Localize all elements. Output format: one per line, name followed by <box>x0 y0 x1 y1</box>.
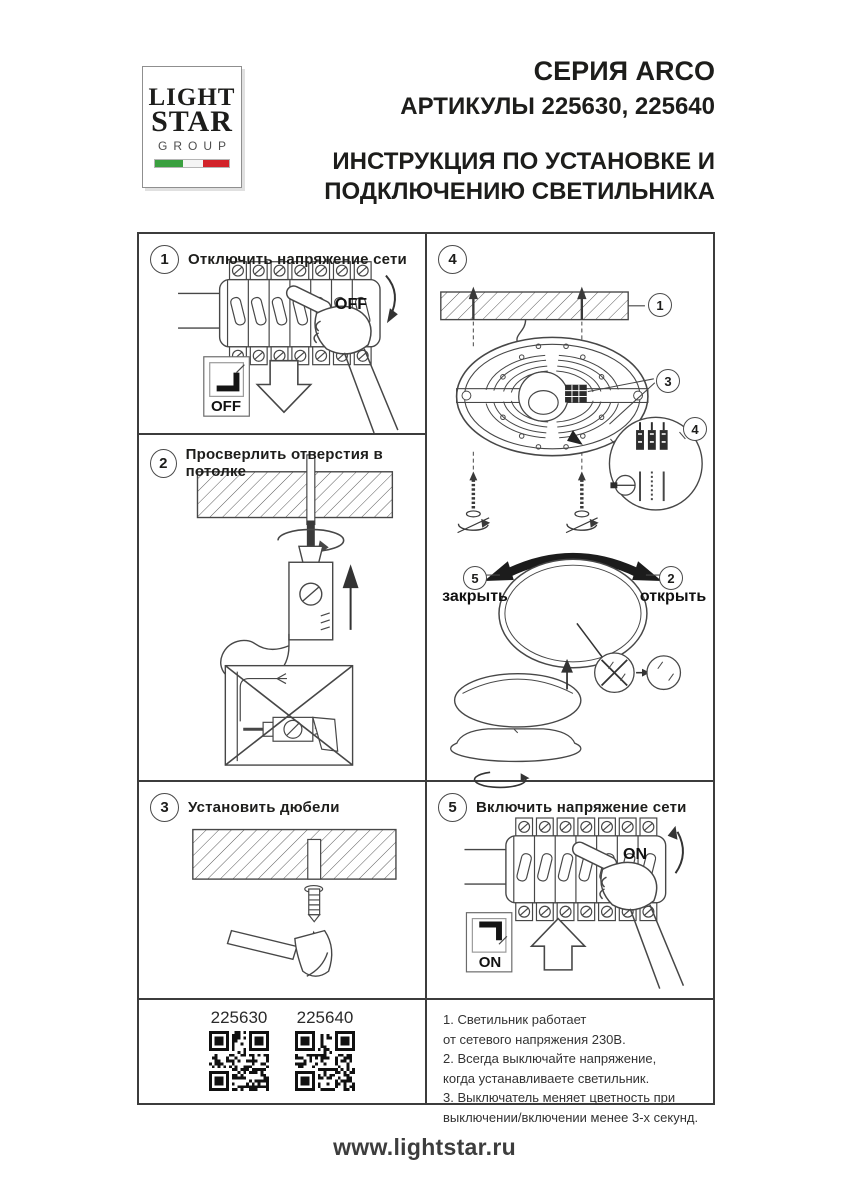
step-5-title: Включить напряжение сети <box>476 799 687 816</box>
callout-close: 5 <box>463 566 487 590</box>
open-label: открыть <box>639 588 707 605</box>
note-line: 1. Светильник работает <box>443 1012 587 1027</box>
left-column <box>139 234 427 1103</box>
step-5-panel <box>427 782 713 1000</box>
article-225640: 225640 <box>296 1008 354 1027</box>
curved-arrow-up <box>668 826 683 873</box>
step-5-header <box>438 793 687 822</box>
note-line: от сетевого напряжения 230В. <box>443 1031 626 1047</box>
note-line: 2. Всегда выключайте напряжение, <box>443 1051 657 1066</box>
up-arrow <box>343 564 359 630</box>
qr-code <box>209 1031 269 1091</box>
italian-flag-bar <box>155 160 229 167</box>
logo-text-group: GROUP <box>157 139 232 154</box>
hammer-icon <box>228 931 332 977</box>
steps-grid <box>137 232 715 1125</box>
step-5-number: 5 <box>438 793 467 822</box>
no-drill-warning <box>225 666 352 765</box>
switch-on-label: ON <box>478 954 502 971</box>
logo-text-light: LIGHT <box>148 83 236 111</box>
step-3-number: 3 <box>150 793 179 822</box>
mounting-illustration <box>427 234 713 780</box>
up-arrow <box>532 919 585 970</box>
step-3-header <box>150 793 340 822</box>
step-2-header <box>150 446 425 480</box>
step-2-number: 2 <box>150 449 177 478</box>
breaker-off-label: OFF <box>335 296 367 313</box>
callout-ceiling: 1 <box>648 293 672 317</box>
drill-icon <box>221 546 333 683</box>
lightstar-logo <box>142 66 242 188</box>
diffuser-top <box>499 559 647 667</box>
step-1-number: 1 <box>150 245 179 274</box>
series-title: СЕРИЯ ARCO <box>533 56 715 86</box>
flag-white <box>183 160 203 167</box>
curved-arrow-down <box>386 276 398 324</box>
step-1-title: Отключить напряжение сети <box>188 251 407 268</box>
step-4-number: 4 <box>438 245 467 274</box>
instruction-title-line1: ИНСТРУКЦИЯ ПО УСТАНОВКЕ И <box>332 148 715 175</box>
step-2-panel <box>139 435 425 782</box>
terminal-block <box>565 385 587 403</box>
step-2-title: Просверлить отверстия в потолке <box>185 446 383 480</box>
ceiling-hatch <box>193 830 396 880</box>
note-line: 3. Выключатель меняет цветность при <box>443 1090 676 1105</box>
article-numbers: АРТИКУЛЫ 225630, 225640 <box>400 93 715 120</box>
step-3-title: Установить дюбели <box>188 799 340 816</box>
note-line: когда устанавливаете светильник. <box>443 1070 650 1086</box>
step-4-header <box>438 245 467 274</box>
step-1-header <box>150 245 407 274</box>
switch-off-label: OFF <box>211 398 241 415</box>
ceiling-hatch <box>441 292 628 320</box>
qr-item-225640 <box>295 1008 355 1103</box>
breaker-on-label: ON <box>623 846 647 863</box>
step-3-panel <box>139 782 425 1000</box>
qr-item-225630 <box>209 1008 269 1103</box>
lamp-side-view <box>451 729 581 788</box>
step-4-panel <box>427 234 713 782</box>
down-arrow <box>257 361 310 412</box>
mounting-screws <box>458 471 599 532</box>
instruction-title-line2: ПОДКЛЮЧЕНИЮ СВЕТИЛЬНИКА <box>324 178 715 205</box>
right-column <box>427 234 713 1125</box>
callout-connectors: 4 <box>683 417 707 441</box>
article-225630: 225630 <box>210 1008 268 1027</box>
website-url: www.lightstar.ru <box>333 1134 516 1160</box>
note-line: выключении/включении менее 3-х секунд. <box>443 1109 699 1125</box>
notes-cell <box>427 1000 713 1125</box>
step-1-panel <box>139 234 425 435</box>
flag-green <box>155 160 183 167</box>
qr-code <box>295 1031 355 1091</box>
diffuser-lift <box>455 659 581 727</box>
callout-wiring: 3 <box>656 369 680 393</box>
instruction-title <box>324 147 715 207</box>
callout-open: 2 <box>659 566 683 590</box>
logo-text-star: STAR <box>151 104 233 138</box>
drilling-illustration <box>139 435 425 780</box>
document-header <box>324 56 715 207</box>
dowel-icon <box>305 886 323 922</box>
flag-red <box>203 160 229 167</box>
qr-codes-cell <box>139 1000 425 1103</box>
close-label: закрыть <box>442 588 508 605</box>
